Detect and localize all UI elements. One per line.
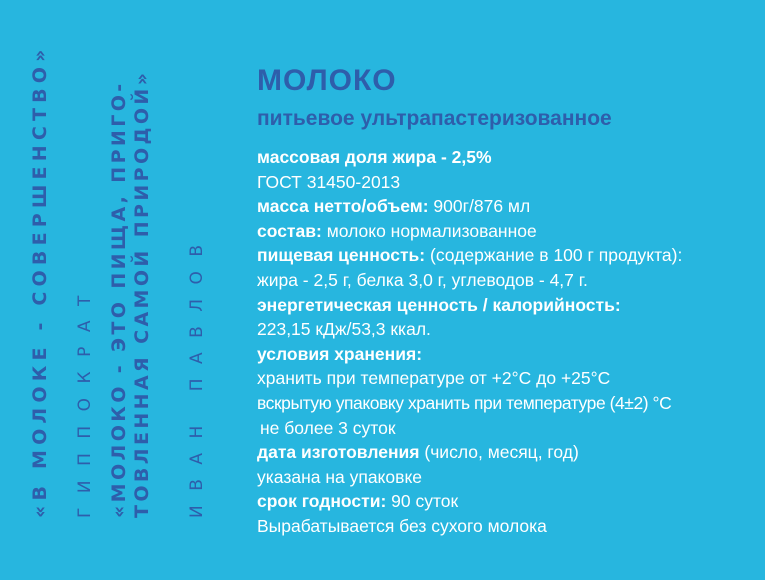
quote-pavlov-line1: «МОЛОКО - ЭТО ПИЩА, ПРИГО- <box>108 80 130 518</box>
quote-pavlov-line2: ТОВЛЕННАЯ САМОЙ ПРИРОДОЙ» <box>131 69 153 518</box>
storage-line2: вскрытую упаковку хранить при температуре (4±2) °С <box>257 392 672 413</box>
energy-row <box>257 293 682 318</box>
author-hippocrates <box>74 281 97 518</box>
storage-row <box>257 342 682 367</box>
gost-row: ГОСТ 31450-2013 <box>257 171 401 192</box>
nutrition-row <box>257 243 682 268</box>
author-hippocrates-text: ГИППОКРАТ <box>75 281 95 518</box>
fat-text: массовая доля жира - 2,5% <box>257 147 492 167</box>
shelf-row <box>257 489 682 514</box>
storage-line1: хранить при температуре от +2°С до +25°С <box>257 368 611 389</box>
shelf-label: срок годности: <box>257 491 387 512</box>
storage-line3: не более 3 суток <box>260 417 396 438</box>
composition-row <box>257 219 682 244</box>
energy-label: энергетическая ценность / калорийность: <box>257 294 621 315</box>
date-label: дата изготовления <box>257 442 420 463</box>
nutrition-value: (содержание в 100 г продукта): <box>425 245 683 266</box>
fat-row <box>257 145 682 170</box>
composition-label: состав: <box>257 220 322 241</box>
product-subtitle: питьевое ультрапастеризованное <box>257 107 612 130</box>
shelf-value: 90 суток <box>386 491 459 512</box>
quote-pavlov <box>108 69 154 518</box>
author-pavlov <box>186 230 209 518</box>
date-row <box>257 440 682 465</box>
nutrition-details: жира - 2,5 г, белка 3,0 г, углеводов - 4,7 г. <box>257 269 588 290</box>
nutrition-label: пищевая ценность: <box>257 245 426 266</box>
product-info <box>257 145 682 539</box>
footer-note: Вырабатывается без сухого молока <box>257 515 547 536</box>
date-value: (число, месяц, год) <box>419 442 579 463</box>
energy-value: 223,15 кДж/53,3 ккал. <box>257 319 431 340</box>
date-line2: указана на упаковке <box>257 466 423 487</box>
mass-label: масса нетто/объем: <box>257 196 429 217</box>
storage-label: условия хранения: <box>257 343 423 364</box>
quote-hippocrates <box>29 44 52 518</box>
quote-hippocrates-text: «В МОЛОКЕ - СОВЕРШЕНСТВО» <box>29 44 51 518</box>
mass-value: 900г/876 мл <box>428 196 531 217</box>
author-pavlov-text: ИВАН ПАВЛОВ <box>187 230 207 518</box>
product-title: МОЛОКО <box>257 64 397 97</box>
composition-value: молоко нормализованное <box>321 220 537 241</box>
mass-row <box>257 194 682 219</box>
